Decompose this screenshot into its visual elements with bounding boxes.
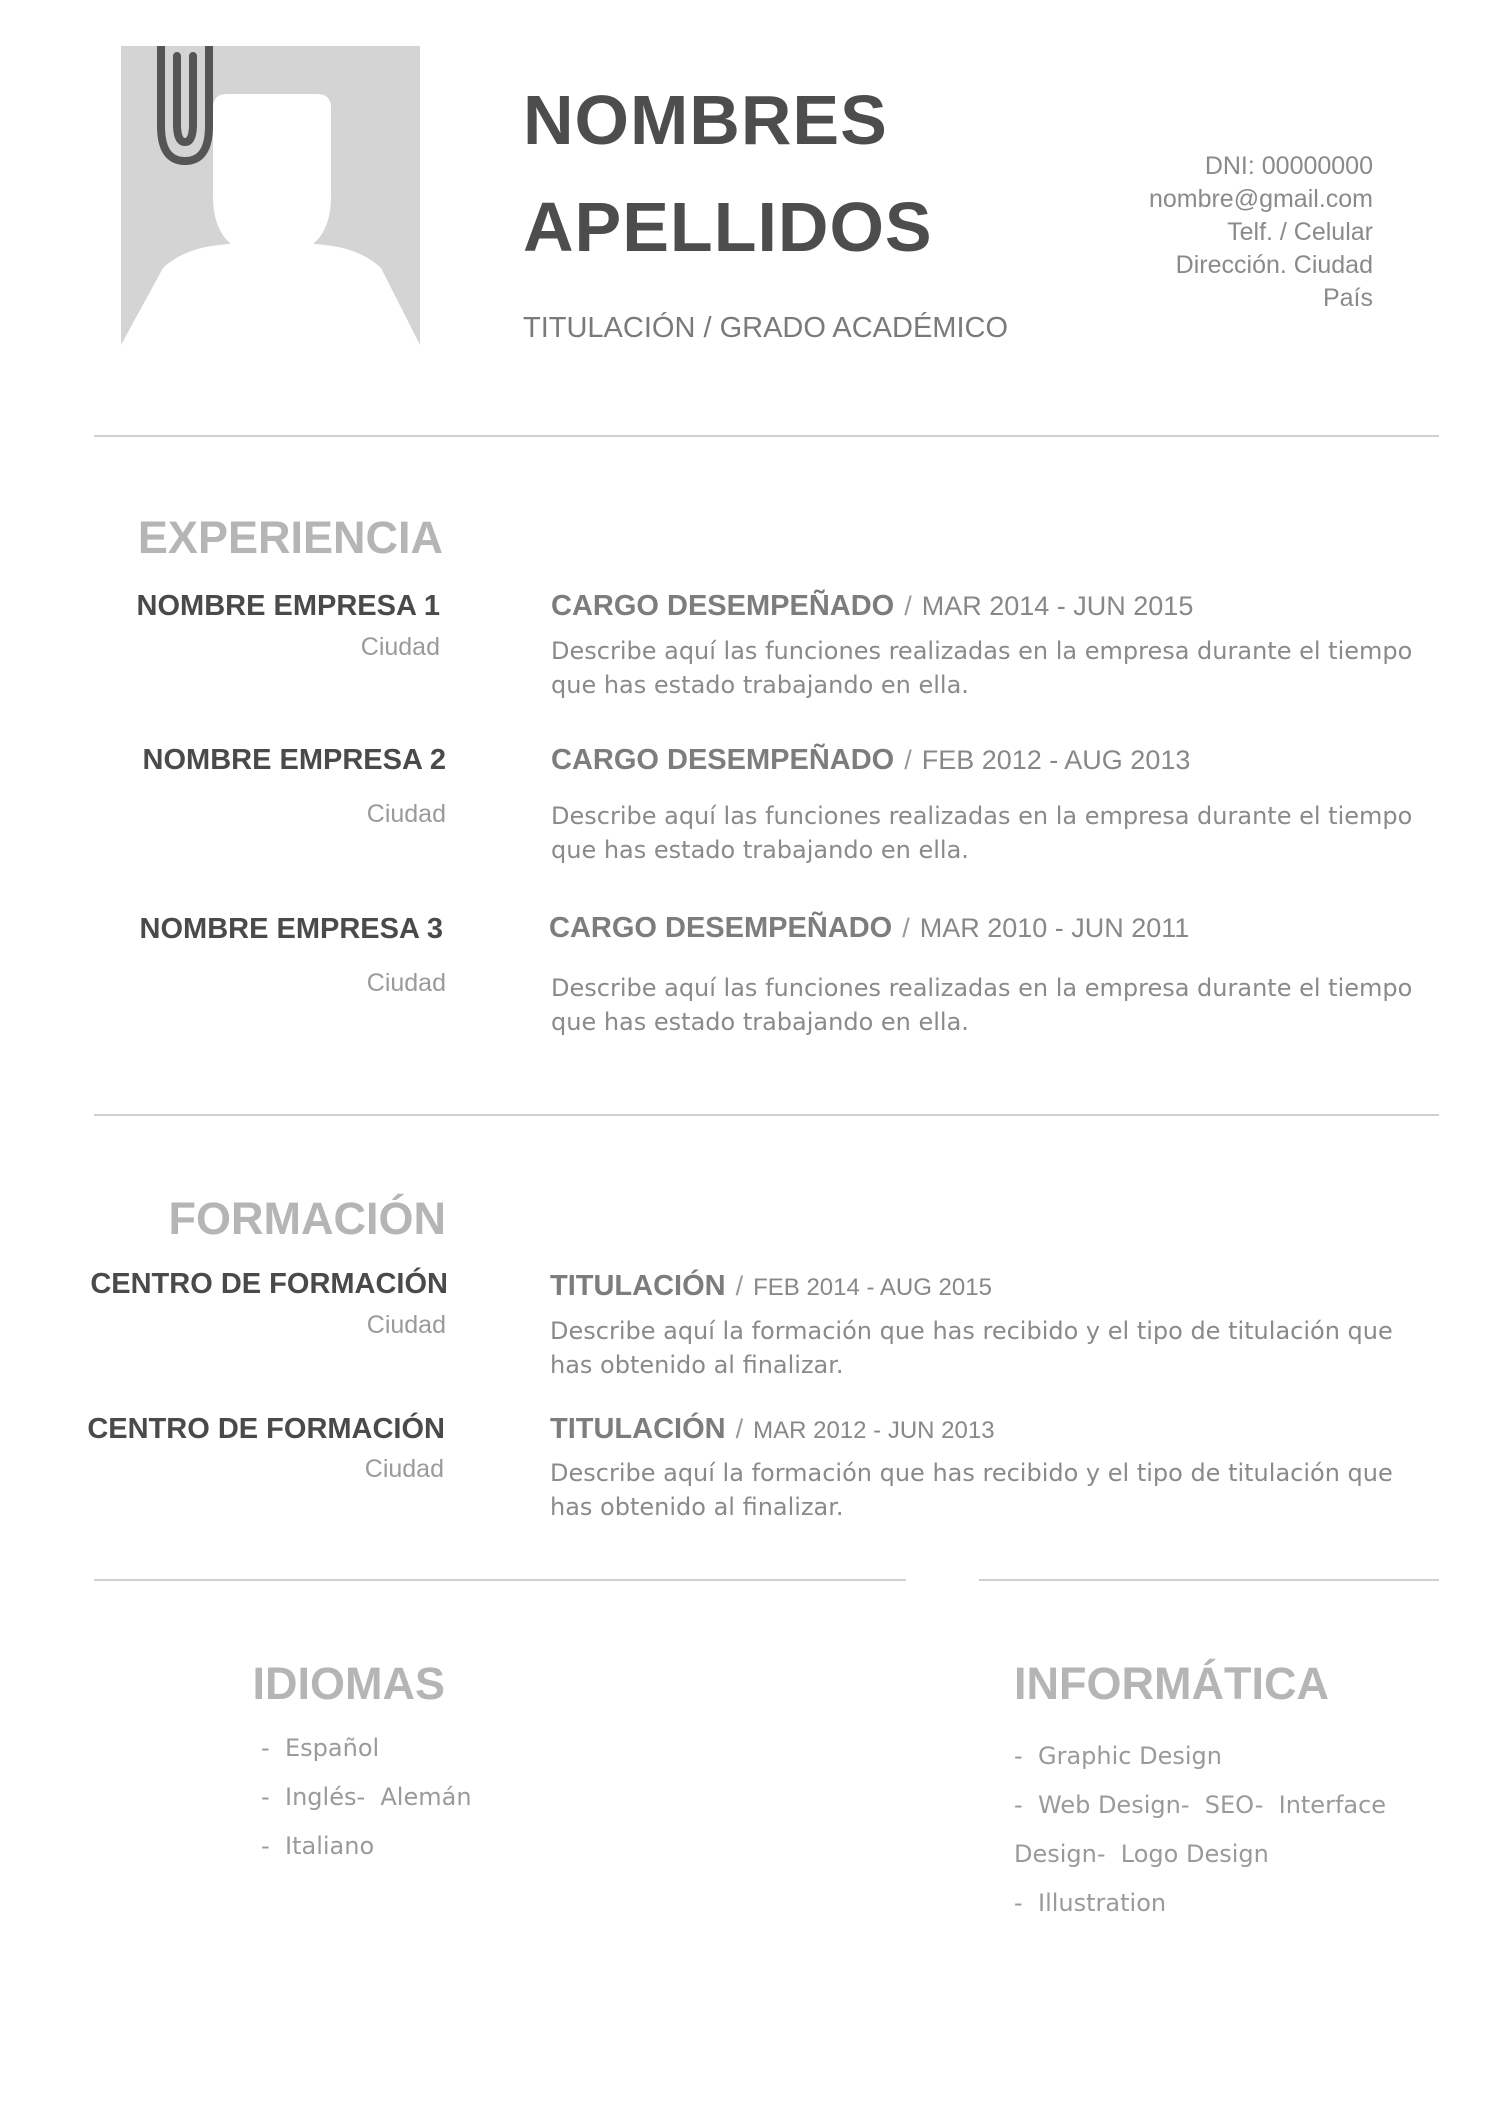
- divider: [94, 1114, 1439, 1116]
- divider: [979, 1579, 1439, 1581]
- language: Italiano: [285, 1832, 375, 1860]
- list-item: [1014, 1840, 1386, 1889]
- address: Dirección. Ciudad: [1175, 251, 1373, 279]
- country: País: [1322, 284, 1373, 312]
- divider: [94, 1579, 906, 1581]
- section-title-formacion: FORMACIÓN: [168, 1193, 446, 1244]
- academic-title: TITULACIÓN / GRADO ACADÉMICO: [523, 312, 1008, 344]
- skill: Illustration: [1038, 1889, 1167, 1917]
- job-description: Describe aquí las funciones realizadas en la empresa durante el tiempo que has estado trabajando en ella.: [551, 802, 1413, 864]
- degree-description: Describe aquí la formación que has recibido y el tipo de titulación que has obtenido al finalizar.: [550, 1317, 1393, 1379]
- job-header: [551, 744, 1190, 777]
- languages-list: [261, 1734, 472, 1881]
- company-city: Ciudad: [366, 969, 446, 997]
- separator: /: [904, 591, 912, 621]
- list-item: [261, 1832, 472, 1881]
- dash: -: [1014, 1889, 1023, 1917]
- job-dates: MAR 2014 - JUN 2015: [921, 591, 1194, 621]
- list-item: [1014, 1791, 1386, 1840]
- company-city: Ciudad: [360, 633, 440, 661]
- dash: -: [261, 1832, 270, 1860]
- degree: TITULACIÓN: [550, 1413, 726, 1445]
- degree-header: [550, 1413, 995, 1446]
- company-city: Ciudad: [366, 800, 446, 828]
- degree-header: [550, 1270, 992, 1303]
- skills-list: [1014, 1742, 1386, 1938]
- skill: Design- Logo Design: [1014, 1840, 1269, 1868]
- job-header: [551, 590, 1193, 623]
- skill: Web Design- SEO- Interface: [1038, 1791, 1387, 1819]
- avatar-placeholder-icon: [121, 46, 420, 345]
- degree-dates: FEB 2014 - AUG 2015: [753, 1274, 992, 1301]
- dash: -: [261, 1783, 270, 1811]
- dash: -: [1014, 1742, 1023, 1770]
- name-first: NOMBRES: [523, 81, 888, 159]
- list-item: [1014, 1889, 1386, 1938]
- training-city: Ciudad: [364, 1455, 444, 1483]
- section-title-informatica: INFORMÁTICA: [1014, 1658, 1329, 1709]
- training-center: CENTRO DE FORMACIÓN: [87, 1413, 445, 1445]
- phone: Telf. / Celular: [1227, 218, 1373, 246]
- dash: -: [1014, 1791, 1023, 1819]
- list-item: [261, 1734, 472, 1783]
- section-title-experiencia: EXPERIENCIA: [137, 512, 443, 563]
- contact-block: [1149, 150, 1373, 315]
- skill: Graphic Design: [1038, 1742, 1222, 1770]
- name-last: APELLIDOS: [523, 188, 933, 266]
- dni: DNI: 00000000: [1204, 152, 1373, 180]
- profile-photo: [121, 46, 420, 345]
- training-center: CENTRO DE FORMACIÓN: [90, 1268, 448, 1300]
- language: Inglés- Alemán: [285, 1783, 472, 1811]
- job-role: CARGO DESEMPEÑADO: [551, 590, 895, 622]
- job-description: Describe aquí las funciones realizadas en la empresa durante el tiempo que has estado trabajando en ella.: [551, 974, 1413, 1036]
- list-item: [1014, 1742, 1386, 1791]
- company-name: NOMBRE EMPRESA 3: [139, 913, 443, 945]
- section-title-idiomas: IDIOMAS: [252, 1658, 445, 1709]
- language: Español: [285, 1734, 380, 1762]
- job-header: [549, 912, 1189, 945]
- list-item: [261, 1783, 472, 1832]
- job-dates: MAR 2010 - JUN 2011: [919, 913, 1190, 943]
- training-city: Ciudad: [366, 1311, 446, 1339]
- job-dates: FEB 2012 - AUG 2013: [921, 745, 1191, 775]
- separator: /: [904, 745, 912, 775]
- dash: -: [261, 1734, 270, 1762]
- job-role: CARGO DESEMPEÑADO: [549, 912, 893, 944]
- company-name: NOMBRE EMPRESA 1: [136, 590, 440, 622]
- job-description: Describe aquí las funciones realizadas en la empresa durante el tiempo que has estado trabajando en ella.: [551, 637, 1413, 699]
- degree-description: Describe aquí la formación que has recibido y el tipo de titulación que has obtenido al finalizar.: [550, 1459, 1393, 1521]
- separator: /: [902, 913, 910, 943]
- degree-dates: MAR 2012 - JUN 2013: [753, 1417, 995, 1444]
- company-name: NOMBRE EMPRESA 2: [142, 744, 446, 776]
- separator: /: [735, 1414, 744, 1444]
- degree: TITULACIÓN: [550, 1270, 726, 1302]
- separator: /: [735, 1271, 744, 1301]
- email: nombre@gmail.com: [1148, 185, 1373, 213]
- job-role: CARGO DESEMPEÑADO: [551, 744, 895, 776]
- divider: [94, 435, 1439, 437]
